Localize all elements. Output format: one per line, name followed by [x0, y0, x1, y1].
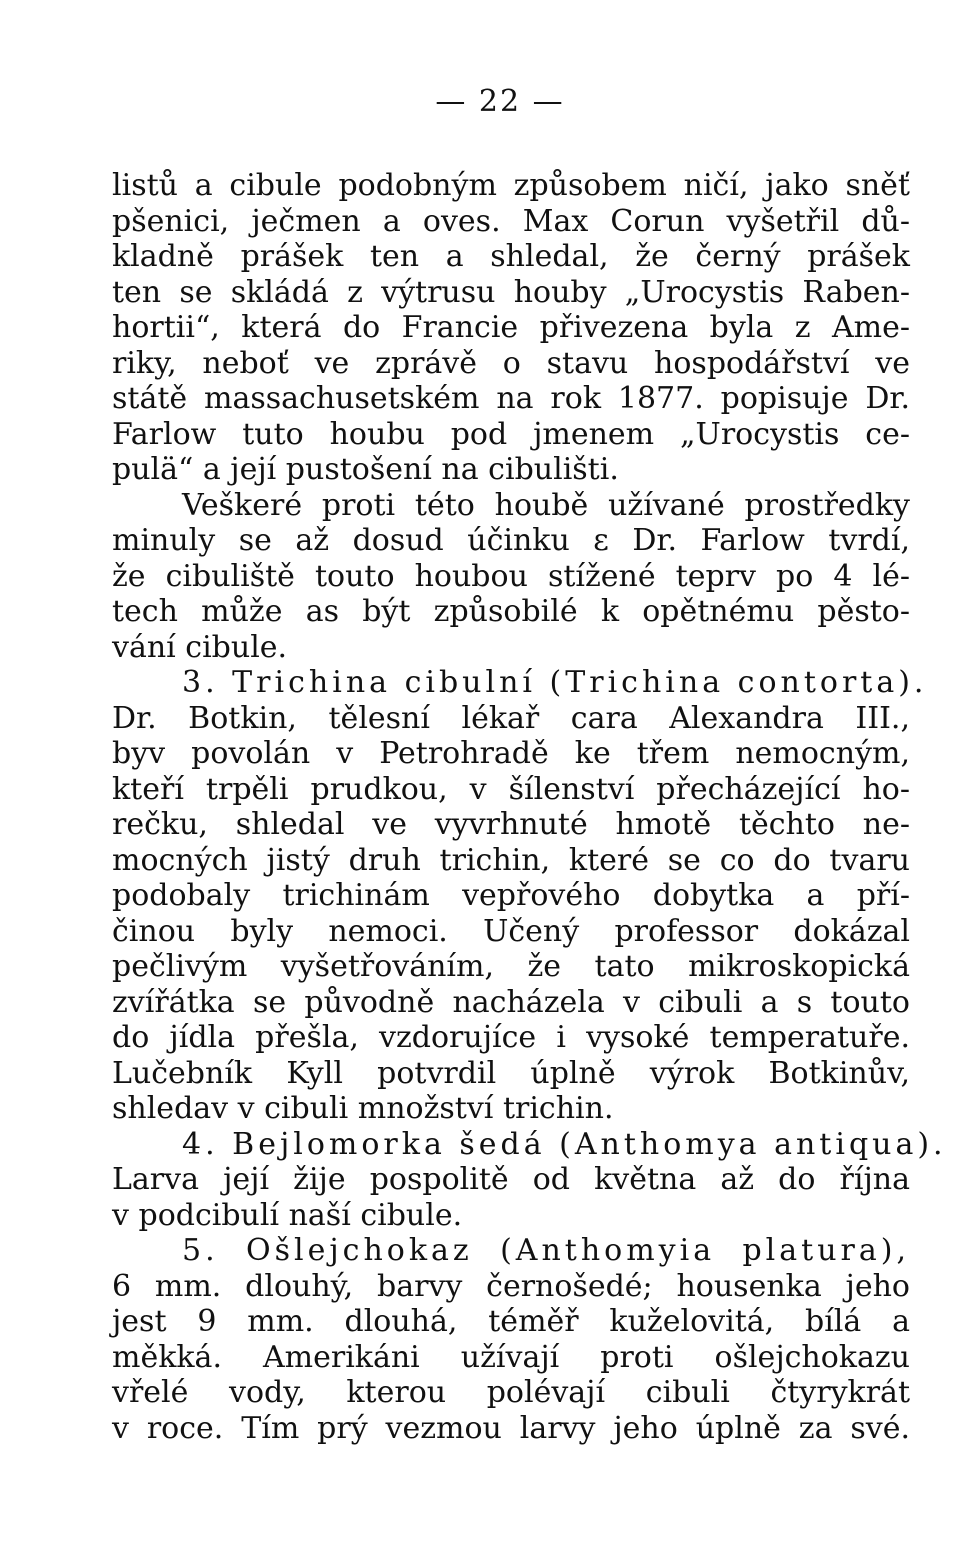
text-line: pečlivým vyšetřováním, že tato mikroskopická: [112, 949, 910, 984]
page-body: [112, 168, 947, 1446]
text-line: jest 9 mm. dlouhá, téměř kuželovitá, bílá a: [112, 1304, 910, 1339]
text-line: minuly se až dosud účinku ε Dr. Farlow tvrdí,: [112, 523, 910, 558]
section-heading-trichina: 3. Trichina cibulní (Trichina contorta).: [182, 665, 928, 700]
text-line: Veškeré proti této houbě užívané prostředky: [182, 487, 910, 523]
section-heading-oslejchokaz: 5. Ošlejchokaz (Anthomyia platura),: [182, 1233, 910, 1268]
text-line: zvířátka se původně nacházela v cibuli a s touto: [112, 984, 910, 1020]
text-line: ten se skládá z výtrusu houby „Urocystis Raben-: [112, 274, 910, 310]
text-line: kteří trpěli prudkou, v šílenství přecházející ho-: [112, 771, 910, 807]
text-line: listů a cibule podobným způsobem ničí, jako sněť: [112, 168, 910, 203]
text-line: shledav v cibuli množství trichin.: [112, 1091, 614, 1126]
text-line: státě massachusetském na rok 1877. popisuje Dr.: [112, 381, 910, 416]
page-number: — 22 —: [435, 84, 565, 119]
text-line: rečku, shledal ve vyvrhnuté hmotě těchto ne-: [112, 807, 910, 842]
text-line: vání cibule.: [112, 629, 288, 665]
text-line: pšenici, ječmen a oves. Max Corun vyšetřil dů-: [112, 203, 910, 239]
section-heading-bejlomorka: 4. Bejlomorka šedá (Anthomya antiqua).: [182, 1126, 947, 1162]
text-line: měkká. Amerikáni užívají proti ošlejchokazu: [112, 1339, 910, 1375]
text-line: byv povolán v Petrohradě ke třem nemocným,: [112, 736, 910, 771]
text-line: do jídla přešla, vzdorujíce i vysoké temperatuře.: [112, 1020, 910, 1055]
text-line: kladně prášek ten a shledal, že černý prášek: [112, 239, 910, 274]
text-line: riky, neboť ve zprávě o stavu hospodářství ve: [112, 345, 910, 381]
text-line: vřelé vody, kterou polévají cibuli čtyrykrát: [112, 1375, 910, 1410]
text-line: mocných jistý druh trichin, které se co do tvaru: [112, 842, 910, 878]
text-line: podobaly trichinám vepřového dobytka a pří-: [112, 878, 910, 913]
text-line: hortii“, která do Francie přivezena byla z Ame-: [112, 310, 910, 345]
text-line: Larva její žije pospolitě od května až do října: [112, 1162, 910, 1197]
text-line: tech může as být způsobilé k opětnému pěsto-: [112, 594, 910, 629]
text-line: Lučebník Kyll potvrdil úplně výrok Botkinův,: [112, 1055, 910, 1091]
text-line: 6 mm. dlouhý, barvy černošedé; housenka jeho: [112, 1268, 910, 1304]
text-line: v podcibulí naší cibule.: [112, 1197, 463, 1233]
text-line: v roce. Tím prý vezmou larvy jeho úplně za své.: [112, 1410, 910, 1446]
text-line: Dr. Botkin, tělesní lékař cara Alexandra III.,: [112, 700, 910, 736]
text-line: že cibuliště touto houbou stížené teprv po 4 lé-: [112, 558, 910, 594]
text-line: pulä“ a její pustošení na cibulišti.: [112, 452, 619, 487]
text-line: Farlow tuto houbu pod jmenem „Urocystis ce-: [112, 416, 910, 452]
text-line: činou byly nemoci. Učený professor dokázal: [112, 913, 910, 949]
